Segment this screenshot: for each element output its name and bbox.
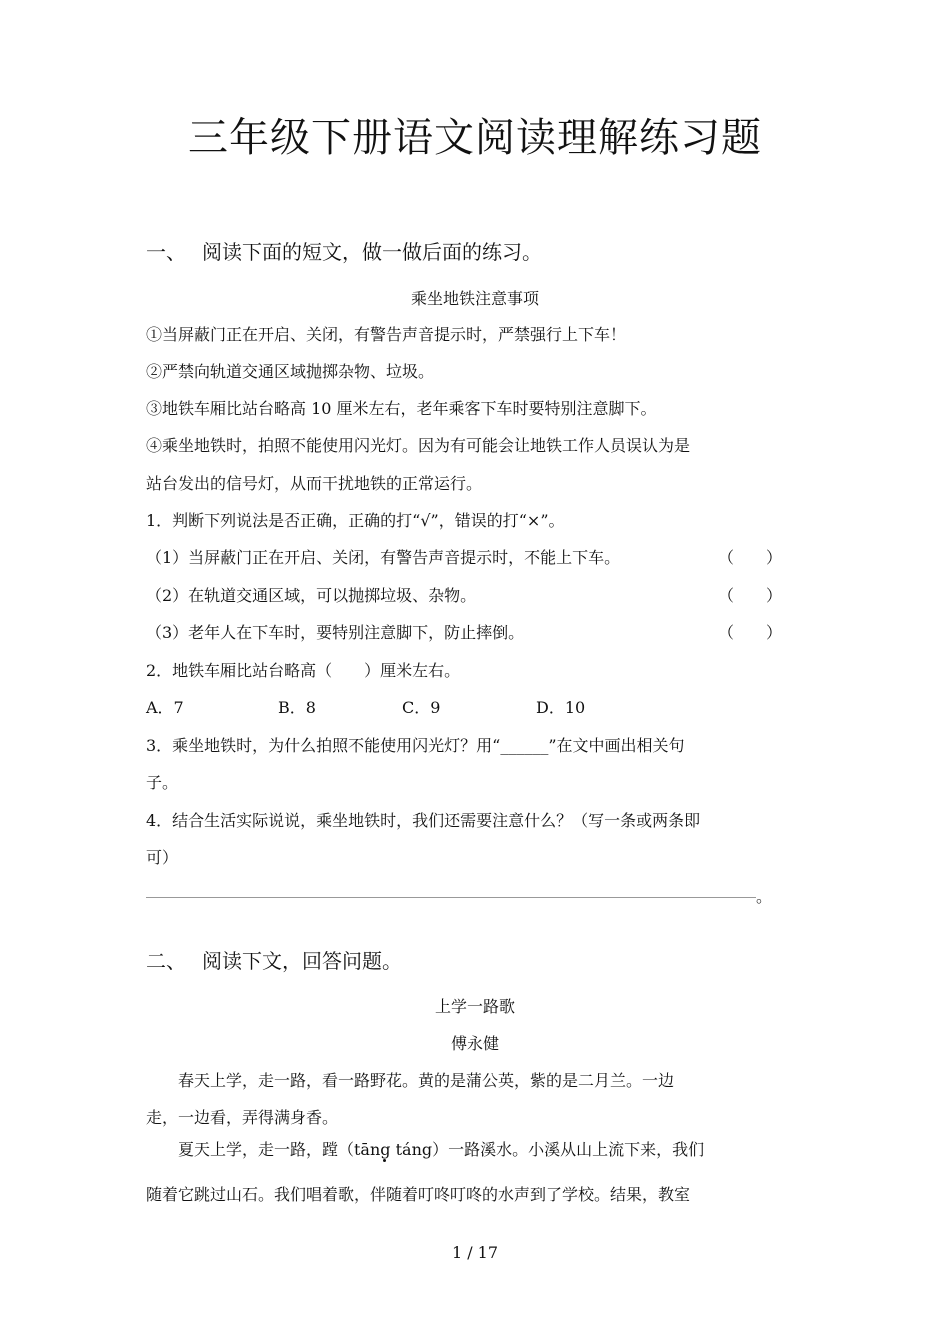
page-title: 三年级下册语文阅读理解练习题 xyxy=(188,115,762,161)
q1-answer-blank-2: （ ） xyxy=(718,586,783,605)
q1-answer-blank-3: （ ） xyxy=(718,623,783,642)
q1-item-1: （1）当屏蔽门正在开启、关闭，有警告声音提示时，不能上下车。 xyxy=(146,548,621,567)
section1-number: 一、 xyxy=(146,240,186,264)
q1-item-3: （3）老年人在下车时，要特别注意脚下，防止摔倒。 xyxy=(146,623,525,642)
q2-option-c: C．9 xyxy=(402,698,441,717)
rule-4-cont: 站台发出的信号灯，从而干扰地铁的正常运行。 xyxy=(146,474,483,493)
section1-heading xyxy=(146,236,542,265)
q2-option-b: B．8 xyxy=(278,698,316,717)
answer-line[interactable] xyxy=(146,897,756,898)
q2-option-d: D．10 xyxy=(536,698,586,717)
question-4-cont: 可） xyxy=(146,848,179,867)
section2-number: 二、 xyxy=(146,949,186,973)
question-3: 3．乘坐地铁时，为什么拍照不能使用闪光灯？用“______”在文中画出相关句 xyxy=(146,736,685,755)
rule-3: ③地铁车厢比站台略高 10 厘米左右，老年乘客下车时要特别注意脚下。 xyxy=(146,399,657,418)
q2-option-a: A．7 xyxy=(146,698,184,717)
question-2: 2．地铁车厢比站台略高（ ）厘米左右。 xyxy=(146,661,461,680)
rule-4: ④乘坐地铁时，拍照不能使用闪光灯。因为有可能会让地铁工作人员误认为是 xyxy=(146,436,691,455)
section1-heading-text: 阅读下面的短文，做一做后面的练习。 xyxy=(202,240,542,264)
question-3-cont: 子。 xyxy=(146,773,179,792)
section2-heading xyxy=(146,945,402,974)
article2-title: 上学一路歌 xyxy=(434,997,515,1016)
emphasis-dot xyxy=(383,1159,386,1162)
section2-heading-text: 阅读下文，回答问题。 xyxy=(202,949,402,973)
page-number: 1 / 17 xyxy=(451,1243,499,1262)
article1-title: 乘坐地铁注意事项 xyxy=(410,289,539,308)
q1-item-2: （2）在轨道交通区域，可以抛掷垃圾、杂物。 xyxy=(146,586,477,605)
answer-end-mark: 。 xyxy=(756,887,773,906)
rule-2: ②严禁向轨道交通区域抛掷杂物、垃圾。 xyxy=(146,362,435,381)
q1-answer-blank-1: （ ） xyxy=(718,548,783,567)
paragraph-line-1: 春天上学，走一路，看一路野花。黄的是蒲公英，紫的是二月兰。一边 xyxy=(146,1071,675,1090)
question-4: 4．结合生活实际说说，乘坐地铁时，我们还需要注意什么？（写一条或两条即 xyxy=(146,811,701,830)
article2-author: 傅永健 xyxy=(450,1034,499,1053)
paragraph-line-2: 走，一边看，弄得满身香。 xyxy=(146,1108,339,1127)
rule-1: ①当屏蔽门正在开启、关闭，有警告声音提示时，严禁强行上下车！ xyxy=(146,325,627,344)
paragraph-line-3: 夏天上学，走一路，蹚（tāng táng）一路溪水。小溪从山上流下来，我们 xyxy=(146,1140,705,1159)
question-1: 1．判断下列说法是否正确，正确的打“√”，错误的打“×”。 xyxy=(146,511,565,530)
paragraph-line-4: 随着它跳过山石。我们唱着歌，伴随着叮咚叮咚的水声到了学校。结果，教室 xyxy=(146,1185,691,1204)
